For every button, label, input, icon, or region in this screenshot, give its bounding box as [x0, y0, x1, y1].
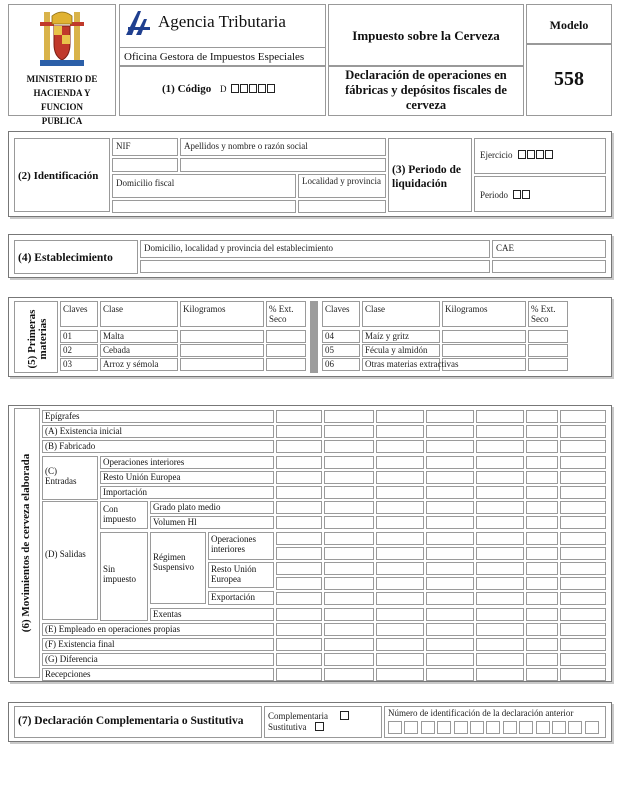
movimientos-value-cell[interactable] — [476, 577, 524, 590]
movimientos-value-cell[interactable] — [376, 577, 424, 590]
movimientos-value-cell[interactable] — [276, 623, 322, 636]
ministry-name: MINISTERIO DE HACIENDA Y FUNCION PUBLICA — [26, 74, 98, 126]
movimientos-value-cell[interactable] — [276, 471, 322, 484]
primeras-title: (5) Primeras materias — [26, 309, 49, 369]
movimientos-value-cell[interactable] — [560, 638, 606, 651]
movimientos-value-cell[interactable] — [560, 547, 606, 560]
periodo-label: Periodo — [480, 190, 508, 200]
nif-input[interactable] — [112, 158, 178, 172]
primeras-clave: 01 — [63, 331, 72, 341]
movimientos-value-cell[interactable] — [324, 440, 374, 453]
periodo-field — [480, 190, 531, 200]
movimientos-value-cell[interactable] — [376, 516, 424, 529]
primeras-clase: Fécula y almidón — [365, 345, 428, 355]
movimientos-value-cell[interactable] — [276, 532, 322, 545]
movimientos-value-cell[interactable] — [376, 653, 424, 666]
code-digit-box[interactable] — [267, 84, 275, 93]
exentas-label: Exentas — [153, 608, 182, 619]
movimientos-value-cell[interactable] — [560, 577, 606, 590]
movimientos-value-cell[interactable] — [324, 410, 374, 423]
movimientos-value-cell[interactable] — [426, 456, 474, 469]
movimientos-value-cell[interactable] — [276, 486, 322, 499]
primeras-header-label: Claves — [63, 304, 88, 314]
movimientos-value-cell[interactable] — [526, 532, 558, 545]
numero-digit-box[interactable] — [503, 721, 517, 734]
primeras-separator — [310, 301, 318, 373]
movimientos-value-cell[interactable] — [324, 425, 374, 438]
movimientos-value-cell[interactable] — [376, 456, 424, 469]
movimientos-value-cell[interactable] — [426, 608, 474, 621]
movimientos-value-cell[interactable] — [376, 547, 424, 560]
movimientos-value-cell[interactable] — [426, 410, 474, 423]
primeras-header-label: Kilogramos — [445, 304, 488, 314]
movimientos-value-cell[interactable] — [476, 440, 524, 453]
movimientos-value-cell[interactable] — [476, 456, 524, 469]
movimientos-value-cell[interactable] — [526, 425, 558, 438]
complementaria-checkbox[interactable] — [340, 711, 349, 720]
agency-divider — [119, 47, 326, 48]
movimientos-value-cell[interactable] — [526, 562, 558, 575]
primeras-clave: 04 — [325, 331, 334, 341]
regimen-label: Régimen Suspensivo — [153, 551, 195, 572]
numero-digit-box[interactable] — [470, 721, 484, 734]
primeras-header-label: Kilogramos — [183, 304, 226, 314]
movimientos-value-cell[interactable] — [376, 623, 424, 636]
movimientos-value-cell[interactable] — [526, 638, 558, 651]
movimientos-value-cell[interactable] — [560, 456, 606, 469]
volumen-label: Volumen Hl — [153, 517, 197, 528]
movimientos-value-cell[interactable] — [276, 456, 322, 469]
movimientos-value-cell[interactable] — [476, 516, 524, 529]
cae-label: CAE — [496, 243, 514, 253]
model-label: Modelo — [549, 18, 589, 32]
primeras-input[interactable] — [266, 358, 306, 371]
movimientos-value-cell[interactable] — [426, 592, 474, 605]
periodo-digit-box[interactable] — [513, 190, 521, 199]
establecimiento-title: (4) Establecimiento — [18, 252, 113, 264]
primeras-clase: Maíz y gritz — [365, 331, 409, 341]
movimientos-value-cell[interactable] — [560, 516, 606, 529]
movimientos-value-cell[interactable] — [476, 592, 524, 605]
movimientos-row-label: (G) Diferencia — [45, 654, 98, 665]
name-input[interactable] — [180, 158, 386, 172]
movimientos-value-cell[interactable] — [376, 471, 424, 484]
movimientos-value-cell[interactable] — [560, 608, 606, 621]
movimientos-value-cell[interactable] — [426, 623, 474, 636]
complementaria-title: (7) Declaración Complementaria o Sustitutiva — [18, 715, 244, 727]
movimientos-row-label: (B) Fabricado — [45, 441, 96, 452]
primeras-header-label: % Ext. Seco — [269, 304, 294, 324]
numero-label: Número de identificación de la declaración anterior — [388, 708, 574, 718]
movimientos-row-label: (E) Empleado en operaciones propias — [45, 623, 180, 634]
movimientos-value-cell[interactable] — [324, 486, 374, 499]
movimientos-value-cell[interactable] — [324, 456, 374, 469]
movimientos-value-cell[interactable] — [476, 547, 524, 560]
cae-input[interactable] — [492, 260, 606, 273]
ejercicio-digit-box[interactable] — [545, 150, 553, 159]
ejercicio-field — [480, 150, 554, 160]
numero-digit-box[interactable] — [519, 721, 533, 734]
movimientos-value-cell[interactable] — [476, 501, 524, 514]
movimientos-value-cell[interactable] — [560, 501, 606, 514]
movimientos-value-cell[interactable] — [276, 577, 322, 590]
numero-digit-box[interactable] — [536, 721, 550, 734]
movimientos-value-cell[interactable] — [526, 471, 558, 484]
grado-plato-label: Grado plato medio — [153, 502, 221, 513]
code-label: (1) Código — [162, 83, 212, 95]
movimientos-value-cell[interactable] — [376, 532, 424, 545]
numero-digit-box[interactable] — [568, 721, 582, 734]
movimientos-value-cell[interactable] — [526, 516, 558, 529]
movimientos-value-cell[interactable] — [376, 668, 424, 681]
movimientos-value-cell[interactable] — [560, 668, 606, 681]
primeras-clave: 03 — [63, 359, 72, 369]
movimientos-value-cell[interactable] — [560, 623, 606, 636]
movimientos-value-cell[interactable] — [324, 562, 374, 575]
movimientos-value-cell[interactable] — [376, 562, 424, 575]
salidas-label: (D) Salidas — [45, 548, 86, 559]
model-number: 558 — [554, 68, 584, 90]
primeras-input[interactable] — [528, 344, 568, 357]
nif-label: NIF — [116, 141, 131, 151]
movimientos-row-label: (A) Existencia inicial — [45, 426, 122, 437]
primeras-input[interactable] — [180, 344, 264, 357]
primeras-input[interactable] — [266, 330, 306, 343]
sustitutiva-option — [268, 722, 325, 732]
movimientos-value-cell[interactable] — [276, 638, 322, 651]
movimientos-value-cell[interactable] — [476, 608, 524, 621]
identificacion-title: (2) Identificación — [18, 170, 99, 182]
domicilio-label: Domicilio fiscal — [116, 178, 175, 188]
con-impuesto-label: Con impuesto — [103, 504, 136, 525]
movimientos-value-cell[interactable] — [426, 653, 474, 666]
movimientos-value-cell[interactable] — [276, 562, 322, 575]
movimientos-value-cell[interactable] — [426, 425, 474, 438]
movimientos-value-cell[interactable] — [560, 653, 606, 666]
movimientos-value-cell[interactable] — [276, 410, 322, 423]
primeras-clase: Cebada — [103, 345, 130, 355]
movimientos-value-cell[interactable] — [376, 608, 424, 621]
movimientos-row-label: (F) Existencia final — [45, 639, 115, 649]
primeras-clave: 05 — [325, 345, 334, 355]
resto-ue-label: Resto Unión Europea — [211, 564, 257, 584]
primeras-input[interactable] — [180, 358, 264, 371]
movimientos-value-cell[interactable] — [324, 623, 374, 636]
movimientos-value-cell[interactable] — [560, 486, 606, 499]
movimientos-value-cell[interactable] — [426, 577, 474, 590]
movimientos-value-cell[interactable] — [560, 532, 606, 545]
movimientos-value-cell[interactable] — [426, 440, 474, 453]
primeras-clave: 02 — [63, 345, 72, 355]
entradas-subrow-label: Importación — [103, 487, 147, 497]
movimientos-value-cell[interactable] — [324, 547, 374, 560]
movimientos-row-label: Epígrafes — [45, 411, 80, 421]
movimientos-value-cell[interactable] — [276, 440, 322, 453]
movimientos-value-cell[interactable] — [426, 486, 474, 499]
localidad-input[interactable] — [298, 200, 386, 213]
movimientos-value-cell[interactable] — [526, 547, 558, 560]
numero-digit-box[interactable] — [388, 721, 402, 734]
code-prefix: D — [219, 84, 227, 94]
movimientos-value-cell[interactable] — [276, 608, 322, 621]
movimientos-value-cell[interactable] — [476, 471, 524, 484]
coat-of-arms-icon — [34, 10, 90, 70]
movimientos-value-cell[interactable] — [476, 486, 524, 499]
domicilio-input[interactable] — [112, 200, 296, 213]
movimientos-value-cell[interactable] — [526, 440, 558, 453]
movimientos-value-cell[interactable] — [426, 501, 474, 514]
office-name: Oficina Gestora de Impuestos Especiales — [124, 51, 305, 63]
movimientos-value-cell[interactable] — [426, 562, 474, 575]
primeras-input[interactable] — [528, 358, 568, 371]
complementaria-option — [268, 711, 350, 721]
movimientos-value-cell[interactable] — [324, 577, 374, 590]
primeras-input[interactable] — [442, 330, 526, 343]
primeras-clave: 06 — [325, 359, 334, 369]
movimientos-value-cell[interactable] — [324, 668, 374, 681]
agency-name: Agencia Tributaria — [158, 12, 286, 31]
movimientos-value-cell[interactable] — [324, 501, 374, 514]
primeras-header-label: Clase — [365, 304, 385, 314]
movimientos-value-cell[interactable] — [526, 486, 558, 499]
declaration-title: Declaración de operaciones en fábricas y depósitos fiscales de cerveza — [345, 68, 507, 112]
ejercicio-digit-box[interactable] — [518, 150, 526, 159]
movimientos-value-cell[interactable] — [324, 532, 374, 545]
establecimiento-domicilio-input[interactable] — [140, 260, 490, 273]
primeras-clase: Arroz y sémola — [103, 359, 159, 369]
movimientos-value-cell[interactable] — [426, 547, 474, 560]
primeras-header-label: Claves — [325, 304, 350, 314]
numero-digit-box[interactable] — [437, 721, 451, 734]
sin-impuesto-label: Sin impuesto — [103, 564, 136, 584]
movimientos-value-cell[interactable] — [324, 653, 374, 666]
movimientos-value-cell[interactable] — [324, 516, 374, 529]
movimientos-value-cell[interactable] — [476, 410, 524, 423]
primeras-input[interactable] — [528, 330, 568, 343]
movimientos-value-cell[interactable] — [526, 456, 558, 469]
movimientos-value-cell[interactable] — [526, 501, 558, 514]
movimientos-value-cell[interactable] — [476, 532, 524, 545]
movimientos-value-cell[interactable] — [526, 577, 558, 590]
numero-digit-box[interactable] — [585, 721, 599, 734]
primeras-input[interactable] — [266, 344, 306, 357]
movimientos-value-cell[interactable] — [560, 592, 606, 605]
numero-digit-box[interactable] — [552, 721, 566, 734]
complementaria-label: Complementaria — [268, 711, 328, 721]
ejercicio-digit-box[interactable] — [527, 150, 535, 159]
movimientos-value-cell[interactable] — [276, 501, 322, 514]
movimientos-row-label: Recepciones — [45, 669, 91, 680]
periodo-digit-box[interactable] — [522, 190, 530, 199]
primeras-header-label: % Ext. Seco — [531, 304, 556, 324]
movimientos-value-cell[interactable] — [276, 516, 322, 529]
movimientos-value-cell[interactable] — [276, 653, 322, 666]
primeras-input[interactable] — [442, 344, 526, 357]
movimientos-value-cell[interactable] — [276, 668, 322, 681]
numero-digit-box[interactable] — [421, 721, 435, 734]
agency-logo-icon — [124, 9, 154, 37]
movimientos-value-cell[interactable] — [324, 608, 374, 621]
movimientos-value-cell[interactable] — [476, 653, 524, 666]
movimientos-value-cell[interactable] — [560, 410, 606, 423]
localidad-label: Localidad y provincia — [302, 176, 381, 186]
movimientos-value-cell[interactable] — [426, 471, 474, 484]
primeras-input[interactable] — [180, 330, 264, 343]
movimientos-value-cell[interactable] — [560, 562, 606, 575]
tax-title: Impuesto sobre la Cerveza — [352, 28, 500, 43]
movimientos-value-cell[interactable] — [376, 638, 424, 651]
movimientos-value-cell[interactable] — [526, 668, 558, 681]
movimientos-value-cell[interactable] — [376, 486, 424, 499]
ejercicio-digit-box[interactable] — [536, 150, 544, 159]
movimientos-title: (6) Movimientos de cerveza elaborada — [20, 453, 32, 633]
code-digit-box[interactable] — [240, 84, 248, 93]
code-digit-box[interactable] — [249, 84, 257, 93]
numero-digit-box[interactable] — [404, 721, 418, 734]
name-label: Apellidos y nombre o razón social — [184, 141, 308, 151]
movimientos-value-cell[interactable] — [376, 592, 424, 605]
exportacion-label: Exportación — [211, 592, 255, 603]
movimientos-value-cell[interactable] — [526, 608, 558, 621]
primeras-clase: Malta — [103, 331, 124, 341]
op-interiores-label: Operaciones interiores — [211, 533, 256, 554]
movimientos-value-cell[interactable] — [476, 668, 524, 681]
movimientos-value-cell[interactable] — [560, 425, 606, 438]
movimientos-value-cell[interactable] — [426, 516, 474, 529]
movimientos-value-cell[interactable] — [426, 638, 474, 651]
movimientos-value-cell[interactable] — [476, 425, 524, 438]
primeras-header-label: Clase — [103, 304, 123, 314]
movimientos-value-cell[interactable] — [560, 471, 606, 484]
movimientos-value-cell[interactable] — [526, 623, 558, 636]
periodo-title: (3) Periodo de liquidación — [392, 164, 461, 190]
ejercicio-label: Ejercicio — [480, 150, 513, 160]
numero-digit-box[interactable] — [454, 721, 468, 734]
code-digit-box[interactable] — [258, 84, 266, 93]
movimientos-value-cell[interactable] — [526, 410, 558, 423]
establecimiento-domicilio-label: Domicilio, localidad y provincia del establecimiento — [144, 243, 333, 253]
movimientos-value-cell[interactable] — [376, 501, 424, 514]
numero-digit-box[interactable] — [486, 721, 500, 734]
movimientos-value-cell[interactable] — [376, 410, 424, 423]
movimientos-value-cell[interactable] — [376, 440, 424, 453]
movimientos-value-cell[interactable] — [276, 425, 322, 438]
entradas-subrow-label: Resto Unión Europea — [103, 471, 181, 482]
movimientos-value-cell[interactable] — [324, 638, 374, 651]
movimientos-value-cell[interactable] — [276, 592, 322, 605]
entradas-subrow-label: Operaciones interiores — [103, 456, 185, 467]
movimientos-value-cell[interactable] — [476, 562, 524, 575]
code-field — [162, 83, 276, 95]
movimientos-value-cell[interactable] — [476, 638, 524, 651]
salidas-cell — [42, 501, 98, 620]
movimientos-value-cell[interactable] — [276, 547, 322, 560]
movimientos-value-cell[interactable] — [526, 653, 558, 666]
movimientos-value-cell[interactable] — [476, 623, 524, 636]
movimientos-value-cell[interactable] — [324, 471, 374, 484]
entradas-label: (C) Entradas — [45, 465, 77, 486]
code-digit-box[interactable] — [231, 84, 239, 93]
sustitutiva-checkbox[interactable] — [315, 722, 324, 731]
header — [8, 4, 612, 126]
primeras-clase: Otras materias extractivas — [365, 359, 459, 369]
movimientos-value-cell[interactable] — [376, 425, 424, 438]
movimientos-value-cell[interactable] — [426, 668, 474, 681]
movimientos-value-cell[interactable] — [324, 592, 374, 605]
movimientos-value-cell[interactable] — [426, 532, 474, 545]
sustitutiva-label: Sustitutiva — [268, 722, 307, 732]
movimientos-value-cell[interactable] — [526, 592, 558, 605]
movimientos-value-cell[interactable] — [560, 440, 606, 453]
